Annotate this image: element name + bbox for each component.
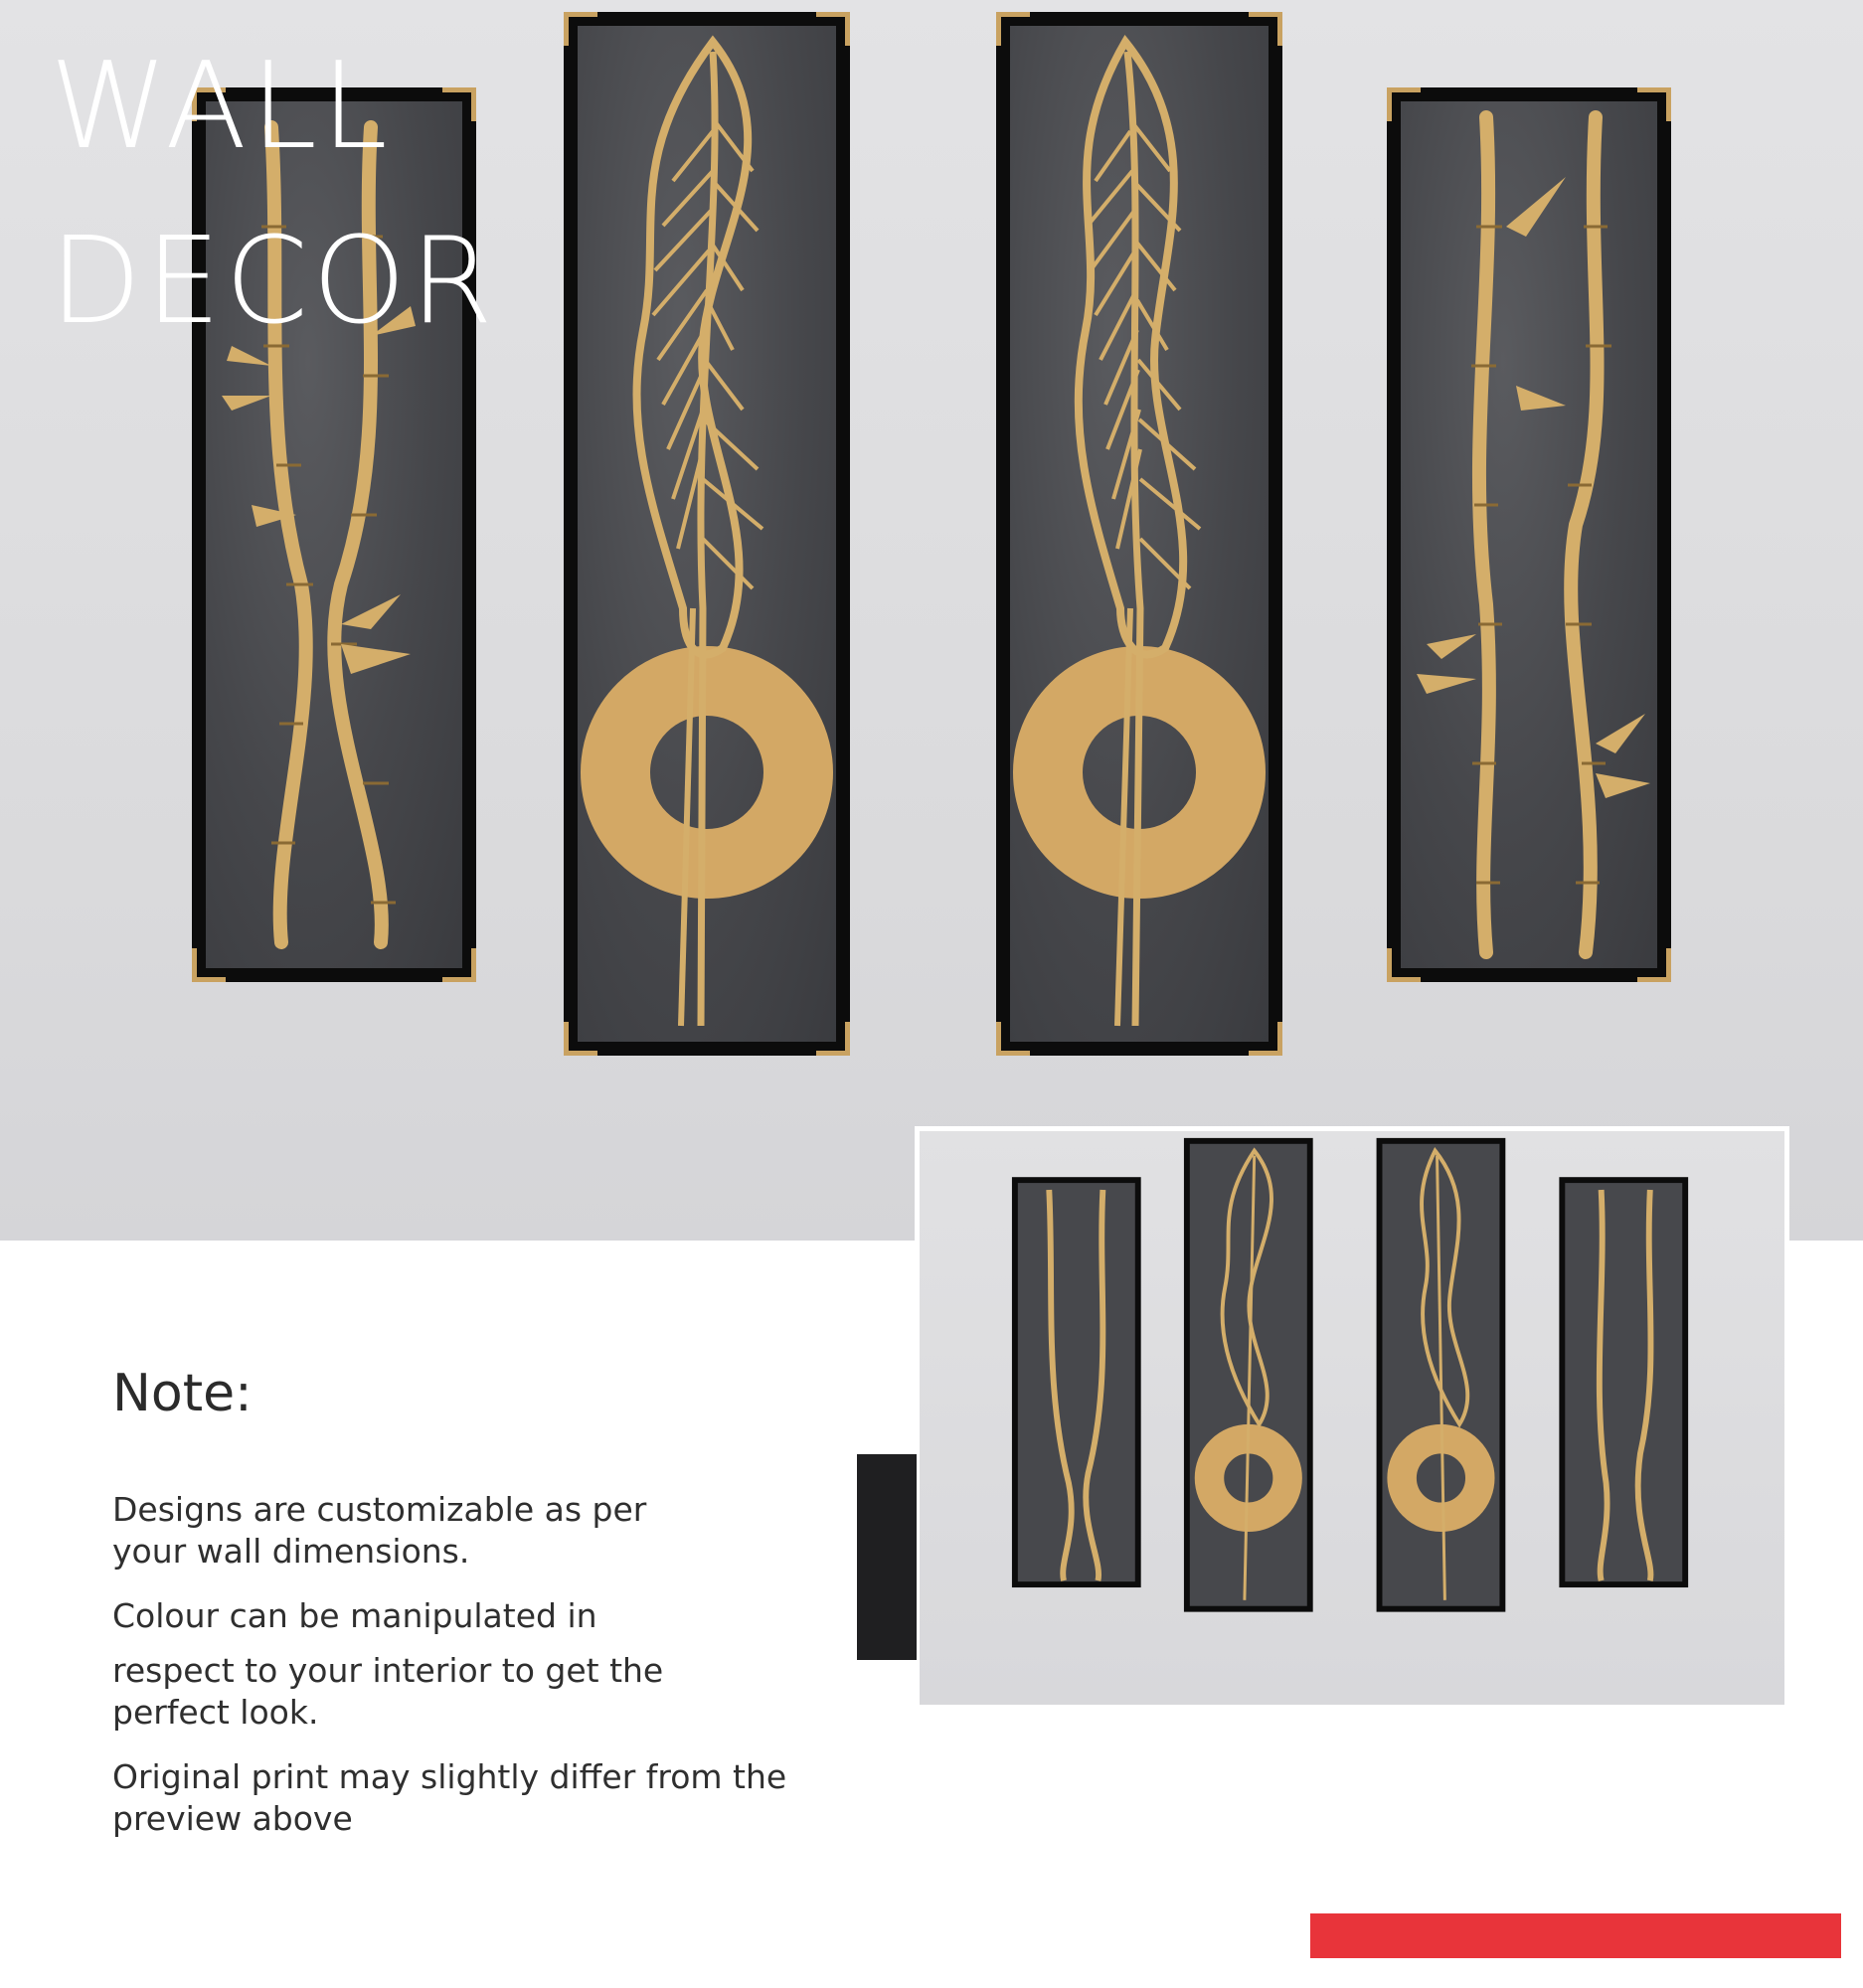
note-line: Designs are customizable as per	[112, 1490, 647, 1529]
corner-bracket-icon	[996, 1022, 1030, 1056]
corner-bracket-icon	[1387, 87, 1421, 121]
note-line: your wall dimensions.	[112, 1532, 470, 1571]
corner-bracket-icon	[996, 12, 1030, 46]
corner-bracket-icon	[192, 948, 226, 982]
corner-bracket-icon	[1249, 1022, 1282, 1056]
preview-panels-icon	[920, 1131, 1784, 1705]
page-title	[50, 20, 497, 370]
accent-bar-dark	[857, 1454, 917, 1660]
corner-bracket-icon	[1637, 87, 1671, 121]
panel-bamboo-right	[1387, 87, 1671, 982]
panel-leaf-left	[564, 12, 850, 1056]
leaf-art-icon	[996, 12, 1282, 1056]
note-line: Original print may slightly differ from the	[112, 1757, 787, 1796]
corner-bracket-icon	[564, 1022, 597, 1056]
corner-bracket-icon	[442, 948, 476, 982]
corner-bracket-icon	[1249, 12, 1282, 46]
corner-bracket-icon	[816, 12, 850, 46]
preview-image-box	[915, 1126, 1789, 1710]
corner-bracket-icon	[1637, 948, 1671, 982]
note-line: Colour can be manipulated in	[112, 1596, 597, 1635]
panel-leaf-right	[996, 12, 1282, 1056]
title-line-decor: DECOR	[50, 213, 497, 351]
note-line: perfect look.	[112, 1693, 319, 1732]
accent-bar-red	[1310, 1913, 1841, 1958]
bamboo-art-icon	[1387, 87, 1671, 982]
note-heading: Note:	[112, 1364, 253, 1423]
corner-bracket-icon	[816, 1022, 850, 1056]
corner-bracket-icon	[564, 12, 597, 46]
leaf-art-icon	[564, 12, 850, 1056]
note-line: preview above	[112, 1799, 353, 1838]
title-line-wall: WALL	[50, 38, 392, 176]
corner-bracket-icon	[1387, 948, 1421, 982]
note-line: respect to your interior to get the	[112, 1651, 664, 1690]
